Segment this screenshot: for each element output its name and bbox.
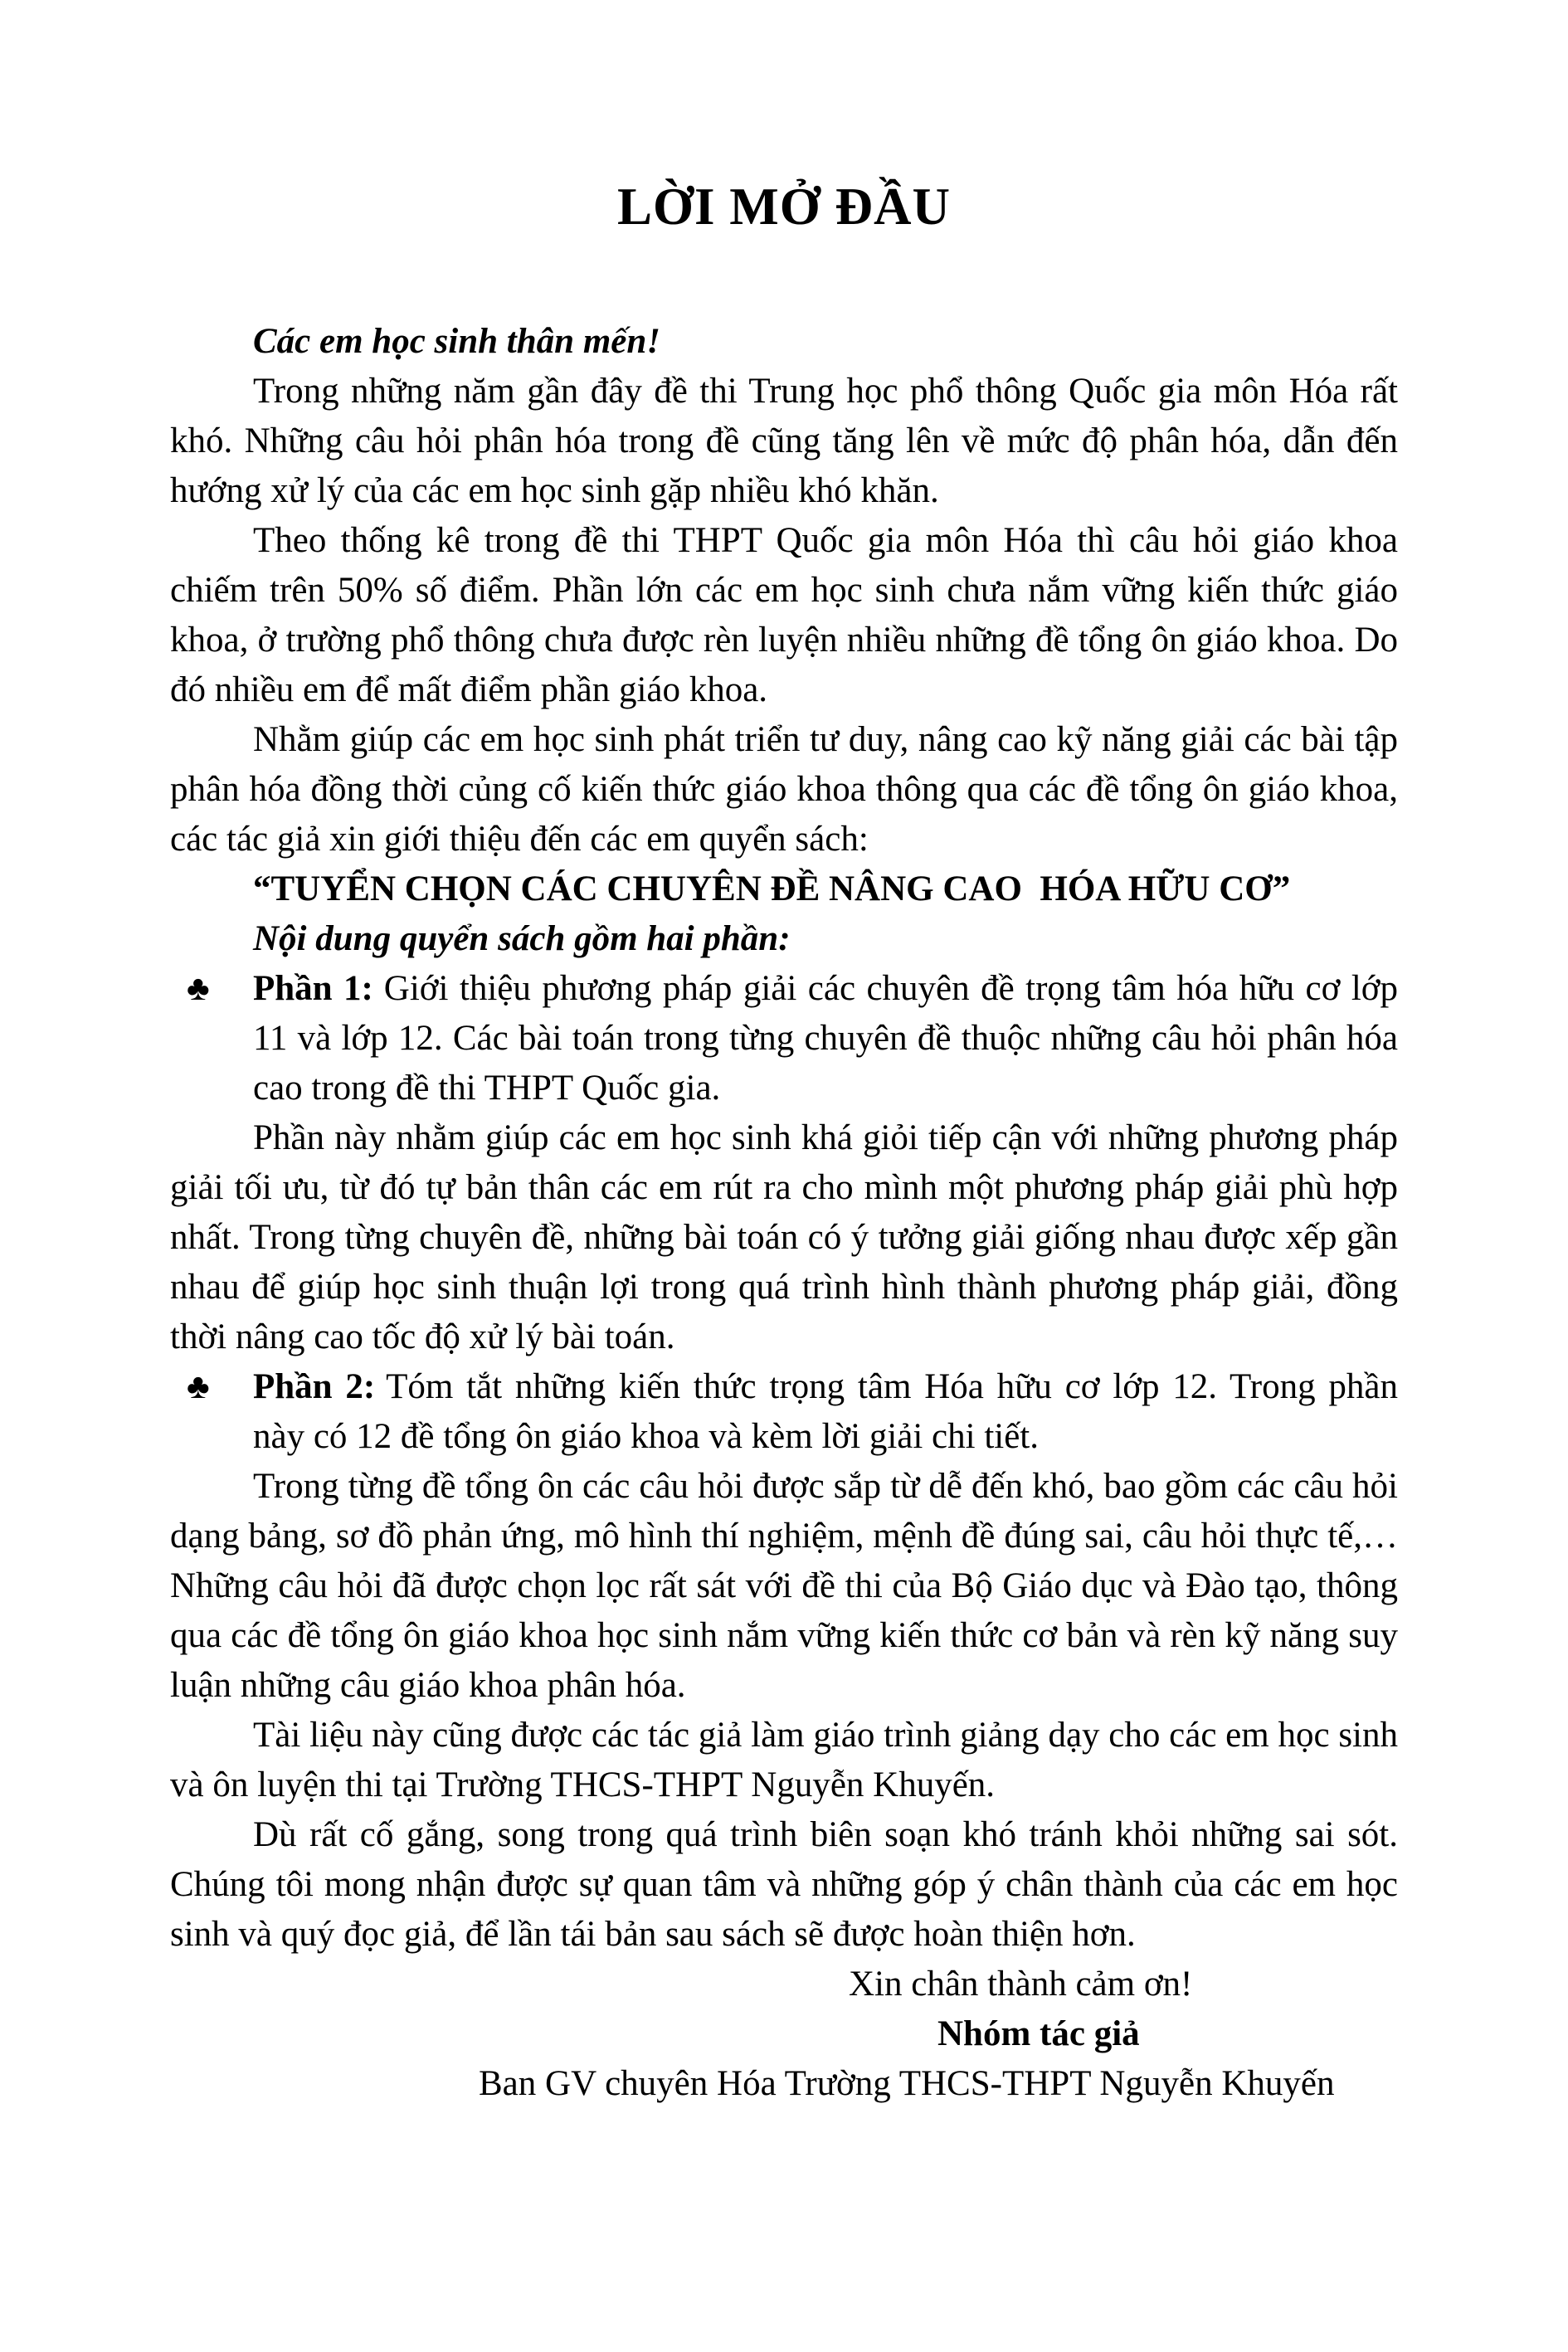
club-bullet-icon: ♣ <box>187 1368 210 1406</box>
list-item-part1 <box>170 964 1398 1113</box>
part2-text: Tóm tắt những kiến thức trọng tâm Hóa hữu cơ lớp 12. Trong phần này có 12 đề tổng ôn giáo khoa và kèm lời giải chi tiết. <box>253 1367 1398 1456</box>
paragraph-intro: Trong những năm gần đây đề thi Trung học phổ thông Quốc gia môn Hóa rất khó. Những câu hỏi phân hóa trong đề cũng tăng lên về mức độ phân hóa, dẫn đến hướng xử lý của các em học sinh gặp nhiều khó khăn. <box>170 372 1398 510</box>
contents-heading: Nội dung quyển sách gồm hai phần: <box>253 919 791 958</box>
byline: Ban GV chuyên Hóa Trường THCS-THPT Nguyễn Khuyến <box>479 2064 1335 2103</box>
paragraph-statistics: Theo thống kê trong đề thi THPT Quốc gia môn Hóa thì câu hỏi giáo khoa chiếm trên 50% số điểm. Phần lớn các em học sinh chưa nắm vững kiến thức giáo khoa, ở trường phổ thông chưa được rèn luyện nhiều những đề tổng ôn giáo khoa. Do đó nhiều em để mất điểm phần giáo khoa. <box>170 521 1398 709</box>
book-title: “TUYỂN CHỌN CÁC CHUYÊN ĐỀ NÂNG CAO HÓA HỮU CƠ” <box>253 869 1291 908</box>
paragraph-part1-detail: Phần này nhằm giúp các em học sinh khá giỏi tiếp cận với những phương pháp giải tối ưu, từ đó tự bản thân các em rút ra cho mình một phương pháp giải phù hợp nhất. Trong từng chuyên đề, những bài toán có ý tưởng giải giống nhau được xếp gần nhau để giúp học sinh thuận lợi trong quá trình hình thành phương pháp giải, đồng thời nâng cao tốc độ xử lý bài toán. <box>170 1118 1398 1356</box>
part1-text: Giới thiệu phương pháp giải các chuyên đề trọng tâm hóa hữu cơ lớp 11 và lớp 12. Các bài toán trong từng chuyên đề thuộc những câu hỏi phân hóa cao trong đề thi THPT Quốc gia. <box>253 969 1399 1108</box>
page-title: LỜI MỞ ĐẦU <box>617 178 951 236</box>
author-group-line: Nhóm tác giả <box>937 2014 1140 2053</box>
paragraph-structure: Trong từng đề tổng ôn các câu hỏi được sắp từ dễ đến khó, bao gồm các câu hỏi dạng bảng, sơ đồ phản ứng, mô hình thí nghiệm, mệnh đề đúng sai, câu hỏi thực tế,… Những câu hỏi đã được chọn lọc rất sát với đề thi của Bộ Giáo dục và Đào tạo, thông qua các đề tổng ôn giáo khoa học sinh nắm vững kiến thức cơ bản và rèn kỹ năng suy luận những câu giáo khoa phân hóa. <box>170 1467 1398 1705</box>
paragraph-goal: Nhằm giúp các em học sinh phát triển tư duy, nâng cao kỹ năng giải các bài tập phân hóa đồng thời củng cố kiến thức giáo khoa thông qua các đề tổng ôn giáo khoa, các tác giả xin giới thiệu đến các em quyển sách: <box>170 720 1398 859</box>
club-bullet-icon: ♣ <box>187 970 210 1008</box>
list-item-part2 <box>170 1362 1398 1462</box>
paragraph-usage: Tài liệu này cũng được các tác giả làm giáo trình giảng dạy cho các em học sinh và ôn luyện thi tại Trường THCS-THPT Nguyễn Khuyến. <box>170 1716 1398 1804</box>
part2-label: Phần 2: <box>253 1367 376 1406</box>
paragraph-apology: Dù rất cố gắng, song trong quá trình biên soạn khó tránh khỏi những sai sót. Chúng tôi mong nhận được sự quan tâm và những góp ý chân thành của các em học sinh và quý đọc giả, để lần tái bản sau sách sẽ được hoàn thiện hơn. <box>170 1815 1398 1954</box>
greeting-line: Các em học sinh thân mến! <box>253 322 661 361</box>
part1-label: Phần 1: <box>253 969 373 1008</box>
document-body <box>170 317 1398 2109</box>
thanks-line: Xin chân thành cảm ơn! <box>849 1965 1193 2004</box>
